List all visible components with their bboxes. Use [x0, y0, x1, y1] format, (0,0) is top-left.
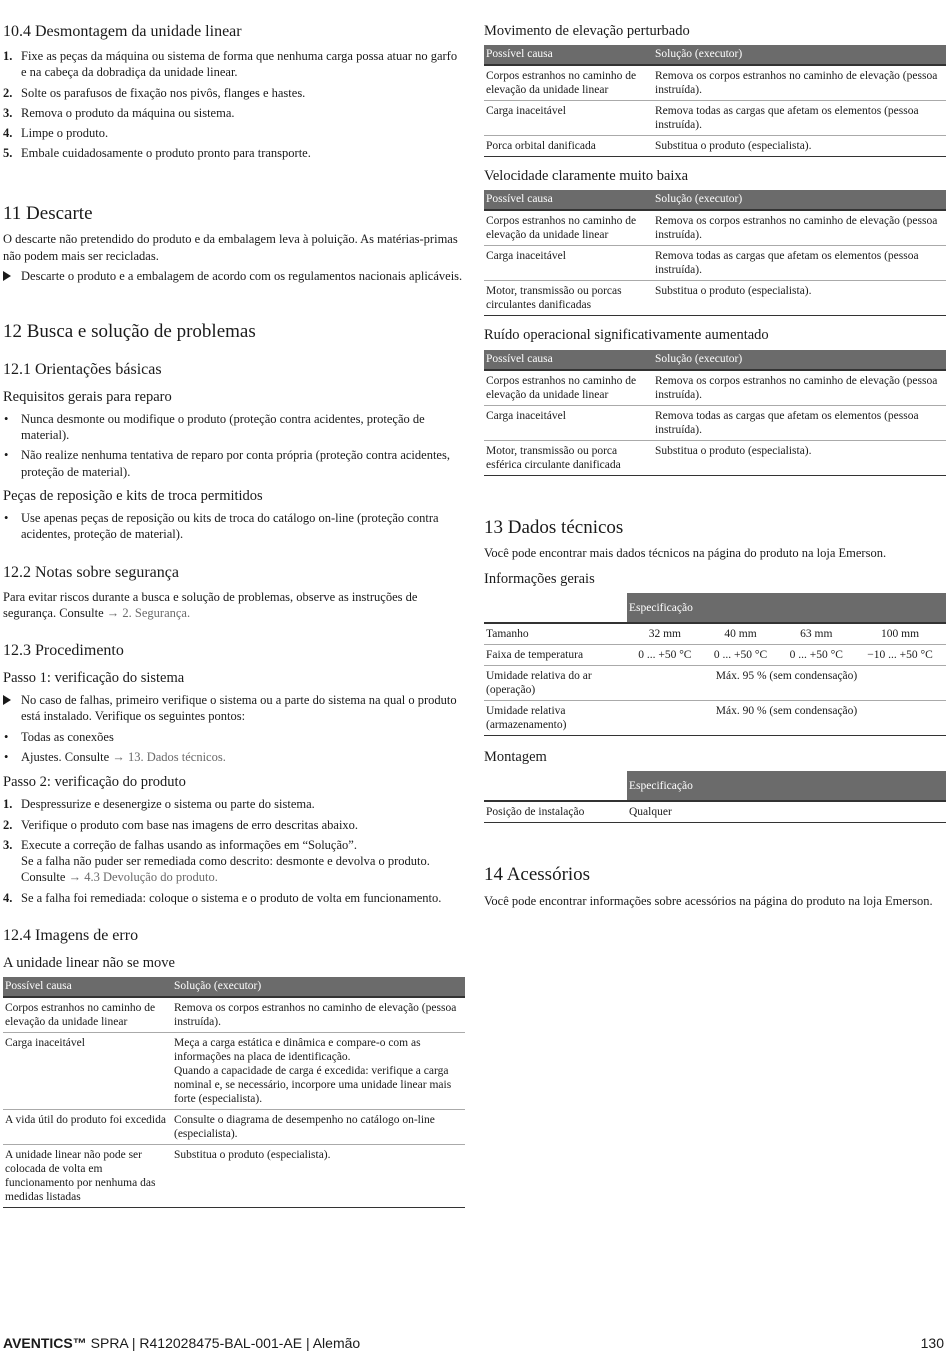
subheading: Movimento de elevação perturbado [484, 23, 690, 39]
error-table [484, 350, 946, 476]
subheading: Peças de reposição e kits de troca permitidos [3, 487, 263, 504]
table-header-row: Especificação [484, 771, 946, 801]
section-title: 14 Acessórios [484, 864, 591, 886]
error-table-lift-movement [484, 22, 946, 157]
list-item: 1. Fixe as peças da máquina ou sistema de forma que nenhuma carga possa atuar no garfo e na cabeça da dobradiça da unidade linear. [3, 49, 458, 80]
table-header-row: Possível causa Solução (executor) [484, 350, 946, 370]
table-header-row: Possível causa Solução (executor) [484, 45, 946, 65]
bullet-list [3, 510, 465, 543]
list-item: • Use apenas peças de reposição ou kits de troca do catálogo on-line (proteção contra acidentes, proteção de material). [4, 511, 439, 542]
subheading: Requisitos gerais para reparo [3, 388, 172, 405]
error-table [484, 190, 946, 316]
paragraph: Você pode encontrar informações sobre acessórios na página do produto na loja Emerson. [484, 893, 933, 908]
table-row: Umidade relativa do ar (operação) Máx. 95 % (sem condensação) [484, 665, 946, 700]
list-item: 3. Execute a correção de falhas usando as informações em “Solução”. Se a falha não puder ser remediada como descrito: desmonte e devolva o produto. Consulte → 4.3 Devolução do produto. [3, 837, 430, 885]
table-row: A unidade linear não pode ser colocada de volta em funcionamento por nenhuma das medidas listadas Substitua o produto (especialista). [3, 1145, 465, 1208]
section-12-4 [3, 926, 465, 1208]
page-number: 130 [920, 1335, 944, 1351]
list-item: • Não realize nenhuma tentativa de reparo por conta própria (proteção contra acidentes, proteção de material). [4, 448, 450, 479]
section-title: 12.1 Orientações básicas [3, 360, 162, 378]
list-item: • Todas as conexões [4, 729, 114, 744]
table-row: Motor, transmissão ou porcas circulantes danificadas Substitua o produto (especialista). [484, 281, 946, 316]
triangle-bullet-icon [3, 695, 11, 705]
footer-doc-info: AVENTICS™ SPRA | R412028475-BAL-001-AE | Alemão [3, 1335, 361, 1351]
left-column [3, 22, 465, 1208]
subheading: A unidade linear não se move [3, 954, 175, 971]
subheading: Ruído operacional significativamente aumentado [484, 327, 769, 344]
section-title: 10.4 Desmontagem da unidade linear [3, 23, 242, 40]
list-item: • Ajustes. Consulte → 13. Dados técnicos. [4, 749, 226, 764]
list-item: • Nunca desmonte ou modifique o produto (proteção contra acidentes, proteção de material). [4, 411, 425, 443]
list-item: 4. Se a falha foi remediada: coloque o sistema e o produto de volta em funcionamento. [3, 890, 442, 905]
subheading: Passo 2: verificação do produto [3, 774, 186, 791]
table-header-row: Possível causa Solução (executor) [484, 190, 946, 210]
subheading: Informações gerais [484, 570, 595, 587]
list-item: 4. Limpe o produto. [3, 126, 109, 140]
table-row: Faixa de temperatura 0 ... +50 °C 0 ... +50 °C 0 ... +50 °C −10 ... +50 °C [484, 644, 946, 665]
section-title: 12 Busca e solução de problemas [3, 321, 256, 342]
error-table-noise [484, 326, 946, 475]
table-row: Tamanho 32 mm 40 mm 63 mm 100 mm [484, 623, 946, 645]
section-13 [484, 516, 946, 823]
table-row: Umidade relativa (armazenamento) Máx. 90 % (sem condensação) [484, 700, 946, 735]
section-title: 12.2 Notas sobre segurança [3, 563, 179, 581]
numbered-list [3, 48, 465, 162]
section-11 [3, 202, 465, 285]
table-row: Carga inaceitável Meça a carga estática e dinâmica e compare-o com as informações na placa de identificação. Quando a capacidade de carga é excedida: verifique a carga nominal e, se necessário, incorpore uma unidade linear mais forte (especialista). [3, 1032, 465, 1109]
list-item: Descarte o produto e a embalagem de acordo com os regulamentos nacionais aplicáveis. [3, 268, 465, 284]
table-row: Carga inaceitável Remova todas as cargas que afetam os elementos (pessoa instruída). [484, 405, 946, 440]
error-table [484, 45, 946, 157]
table-row: Posição de instalação Qualquer [484, 801, 946, 823]
bullet-list [3, 411, 465, 480]
table-header-row: Especificação [484, 593, 946, 623]
section-title: 13 Dados técnicos [484, 516, 624, 538]
table-row: Corpos estranhos no caminho de elevação da unidade linear Remova os corpos estranhos no caminho de elevação (pessoa instruída). [484, 370, 946, 406]
table-row: Carga inaceitável Remova todas as cargas que afetam os elementos (pessoa instruída). [484, 246, 946, 281]
table-row: Porca orbital danificada Substitua o produto (especialista). [484, 136, 946, 157]
section-12 [3, 320, 465, 1208]
list-item: 2. Verifique o produto com base nas imagens de erro descritas abaixo. [3, 817, 359, 832]
table-row: A vida útil do produto foi excedida Consulte o diagrama de desempenho no catálogo on-line (especialista). [3, 1110, 465, 1145]
table-row: Motor, transmissão ou porca esférica circulante danificada Substitua o produto (especialista). [484, 440, 946, 475]
table-header-row: Possível causa Solução (executor) [3, 977, 465, 997]
subheading: Montagem [484, 748, 547, 765]
section-title: 11 Descarte [3, 202, 93, 224]
table-row: Corpos estranhos no caminho de elevação da unidade linear Remova os corpos estranhos no caminho de elevação (pessoa instruída). [484, 65, 946, 101]
error-table-speed [484, 167, 946, 316]
table-row: Carga inaceitável Remova todas as cargas que afetam os elementos (pessoa instruída). [484, 101, 946, 136]
brand-name: AVENTICS™ [3, 1335, 87, 1351]
section-12-2 [3, 563, 465, 622]
section-14 [484, 863, 946, 909]
list-item: 5. Embale cuidadosamente o produto pronto para transporte. [3, 146, 311, 161]
subheading: Passo 1: verificação do sistema [3, 670, 185, 686]
section-12-3 [3, 641, 465, 906]
cross-reference-link[interactable]: → 4.3 Devolução do produto. [68, 870, 218, 885]
paragraph: Você pode encontrar mais dados técnicos na página do produto na loja Emerson. [484, 546, 887, 561]
list-item: No caso de falhas, primeiro verifique o sistema ou a parte do sistema na qual o produto está instalado. Verifique os seguintes pontos: [3, 692, 465, 725]
list-item: 3. Remova o produto da máquina ou sistema. [3, 105, 235, 120]
section-title: 12.4 Imagens de erro [3, 926, 139, 944]
right-column [484, 22, 946, 913]
action-list [3, 268, 465, 284]
cross-reference-link[interactable]: → 2. Segurança. [106, 605, 191, 620]
numbered-list [3, 796, 465, 906]
paragraph: O descarte não pretendido do produto e da embalagem leva à poluição. As matérias-primas não podem mais ser recicladas. [3, 232, 458, 263]
list-item: 1. Despressurize e desenergize o sistema ou parte do sistema. [3, 797, 315, 812]
table-row: Corpos estranhos no caminho de elevação da unidade linear Remova os corpos estranhos no caminho de elevação (pessoa instruída). [3, 997, 465, 1033]
cross-reference-link[interactable]: → 13. Dados técnicos. [112, 749, 226, 764]
mounting-table [484, 771, 946, 823]
page-footer [3, 1334, 944, 1352]
error-table [3, 977, 465, 1208]
list-item: 2. Solte os parafusos de fixação nos pivôs, flanges e hastes. [3, 85, 306, 100]
section-title: 12.3 Procedimento [3, 642, 124, 659]
spec-table [484, 593, 946, 736]
triangle-bullet-icon [3, 271, 11, 281]
action-list [3, 692, 465, 765]
table-row: Corpos estranhos no caminho de elevação da unidade linear Remova os corpos estranhos no caminho de elevação (pessoa instruída). [484, 210, 946, 246]
subheading: Velocidade claramente muito baixa [484, 168, 689, 185]
section-10-4 [3, 22, 465, 162]
section-12-1 [3, 360, 465, 543]
paragraph: Para evitar riscos durante a busca e solução de problemas, observe as instruções de segurança. Consulte → 2. Segurança. [3, 589, 418, 620]
